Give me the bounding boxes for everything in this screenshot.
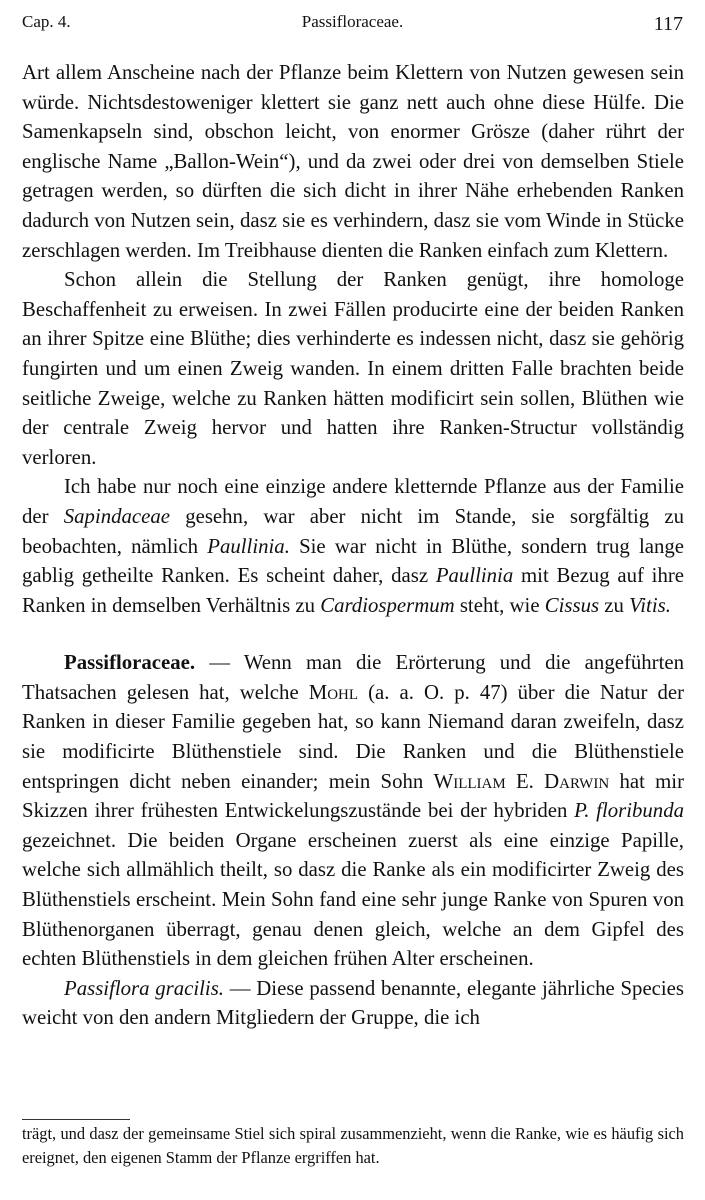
running-header <box>22 10 683 36</box>
italic-taxon: Sapindaceae <box>63 504 171 528</box>
footnote-text: trägt, und dasz der gemeinsame Stiel sich spiral zusammenzieht, wenn die Ranke, wie es häufig sich ereignet, den eigenen Stamm der Pflanze ergriffen hat. <box>22 1124 684 1167</box>
paragraph-4 <box>22 648 684 974</box>
text-run: mit Bezug auf ihre Ranken in demselben Verhältnis zu <box>22 564 685 617</box>
text-run: gesehn, war aber nicht im Stande, sie sorgfältig zu beobachten, nämlich <box>22 504 684 558</box>
paragraph-2: Schon allein die Stellung der Ranken genügt, ihre homologe Beschaffenheit zu erweisen. In zwei Fällen producirte eine der beiden Ranken an ihrer Spitze eine Blüthe; dies verhinderte es indessen nicht, dasz sie gehörig fungirten und um einen Zweig wanden. In einem dritten Falle brachten beide seitliche Zweige, welche zu Ranken hätten modificirt sein sollen, Blüthen wie der centrale Zweig hervor und hatten ihre Ranken-Structur vollständig verloren. <box>22 268 684 469</box>
italic-taxon: Paullinia <box>435 564 514 588</box>
running-title: Passifloraceae. <box>301 12 404 31</box>
page-body <box>22 58 684 1033</box>
text-run: hat mir Skizzen ihrer frühesten Entwickelungszustände bei der hybriden <box>22 769 684 823</box>
italic-taxon: Passiflora gracilis. <box>64 976 225 1000</box>
paragraph-5 <box>22 974 684 1033</box>
paragraph-1: Art allem Anscheine nach der Pflanze beim Klettern von Nutzen gewesen sein würde. Nichtsdestoweniger klettert sie ganz nett auch ohne diese Hülfe. Die Samenkapseln sind, obschon leicht, von enormer Grösze (daher rührt der englische Name „Ballon-Wein“), und da zwei oder drei von demselben Stiele getragen werden, so dürften die sich dicht in ihrer Nähe erhebenden Ranken dadurch von Nutzen sein, dasz sie es verhindern, dasz sie vom Winde in Stücke zerschlagen werden. Im Treibhause dienten die Ranken einfach zum Klettern. <box>22 61 684 262</box>
text-run: Ich habe nur noch eine einzige andere kletternde Pflanze aus der Familie der <box>22 475 684 528</box>
text-run: zu <box>599 593 630 617</box>
section-heading: Passifloraceae. <box>64 651 196 675</box>
section-gap <box>22 620 684 648</box>
text-run: (a. a. O. p. 47) über die Natur der Ranken in dieser Familie gegeben hat, so kann Niemand daran zweifeln, dasz sie modificirte Blüthenstiele sind. Die Ranken und die Blüthenstiele entspringen dicht neben einander; mein Sohn <box>22 680 685 793</box>
text-run: — Diese passend benannte, elegante jährliche Species weicht von den andern Mitgliedern der Gruppe, die ich <box>22 976 685 1030</box>
footnote <box>22 1122 684 1169</box>
text-run: gezeichnet. Die beiden Organe erscheinen zuerst als eine einzige Papille, welche sich allmählich theilt, so dasz die Ranke als ein modificirter Zweig des Blüthenstiels erscheint. Mein Sohn fand eine sehr junge Ranke von Spuren von Blüthenorganen überragt, genau denen gleich, welche an dem Gipfel des echten Blüthenstiels in dem gleichen frühen Alter erscheinen. <box>22 828 684 971</box>
italic-taxon: Vitis. <box>629 593 671 617</box>
chapter-label: Cap. 4. <box>22 12 71 31</box>
footnote-divider <box>22 1119 130 1120</box>
italic-taxon: Paullinia. <box>207 534 290 558</box>
author-name: Mohl <box>308 680 359 704</box>
page-number: 117 <box>653 13 683 35</box>
text-run: — Wenn man die Erörterung und die angeführten Thatsachen gelesen hat, welche <box>22 651 684 704</box>
italic-taxon: Cardiospermum <box>320 593 455 617</box>
author-name: William E. Darwin <box>433 769 610 793</box>
italic-taxon: Cissus <box>544 593 600 617</box>
paragraph-3 <box>22 472 684 620</box>
text-run: steht, wie <box>454 593 545 617</box>
italic-taxon: P. floribunda <box>574 799 684 823</box>
text-run: Sie war nicht in Blüthe, sondern trug lange gablig getheilte Ranken. Es scheint daher, dasz <box>22 534 685 588</box>
